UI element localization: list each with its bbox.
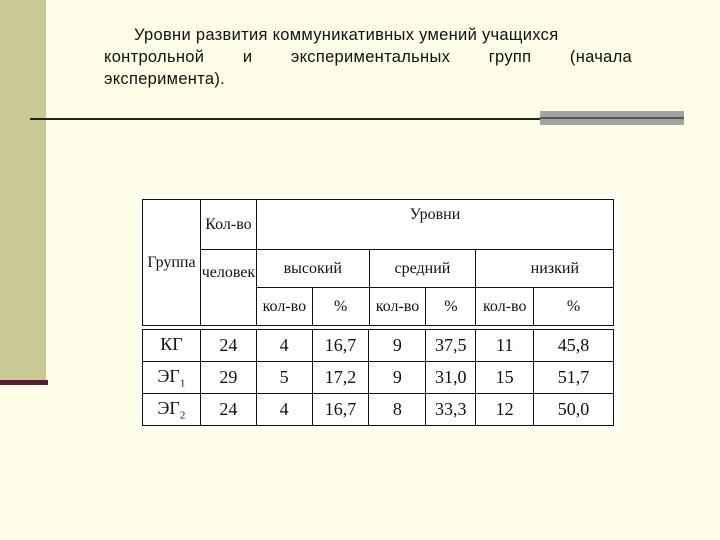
header-high-pct: %	[312, 288, 369, 326]
header-count-bottom: человек	[200, 250, 256, 326]
cell-high-pct: 16,7	[312, 330, 369, 362]
divider-block-line	[540, 117, 684, 119]
cell-low-pct: 45,8	[534, 330, 614, 362]
cell-group: $ЭГ_2$	[143, 394, 201, 426]
cell-high-pct: 17,2	[312, 362, 369, 394]
header-mid-count: кол-во	[369, 288, 426, 326]
title-line-3: эксперимента).	[104, 70, 226, 88]
table-header	[142, 199, 614, 326]
header-medium: средний	[369, 250, 476, 288]
table-row	[143, 362, 614, 394]
cell-high-count: 5	[256, 362, 312, 394]
header-mid-pct: %	[426, 288, 476, 326]
cell-high-count: 4	[256, 330, 312, 362]
cell-low-pct: 51,7	[534, 362, 614, 394]
cell-mid-count: 9	[369, 362, 426, 394]
cell-low-count: 15	[476, 362, 534, 394]
table-row	[143, 330, 614, 362]
cell-mid-count: 8	[369, 394, 426, 426]
title-line-2: контрольной и экспериментальных групп (начала	[104, 48, 632, 66]
cell-people: 24	[200, 330, 256, 362]
header-high-count: кол-во	[256, 288, 312, 326]
header-levels: Уровни	[256, 200, 613, 250]
header-count-top: Кол-во	[200, 200, 256, 250]
cell-low-count: 11	[476, 330, 534, 362]
left-accent-line	[0, 380, 48, 385]
cell-mid-pct: 33,3	[426, 394, 476, 426]
cell-low-pct: 50,0	[534, 394, 614, 426]
cell-mid-pct: 31,0	[426, 362, 476, 394]
cell-low-count: 12	[476, 394, 534, 426]
table-body	[142, 329, 614, 426]
cell-high-count: 4	[256, 394, 312, 426]
header-high: высокий	[256, 250, 369, 288]
title-line-1: Уровни развития коммуникативных умений учащихся	[134, 26, 559, 44]
cell-group: КГ	[143, 330, 201, 362]
header-low: низкий	[476, 250, 614, 288]
cell-high-pct: 16,7	[312, 394, 369, 426]
cell-mid-count: 9	[369, 330, 426, 362]
cell-people: 24	[200, 394, 256, 426]
cell-people: 29	[200, 362, 256, 394]
header-group: Группа	[143, 200, 201, 326]
header-low-count: кол-во	[476, 288, 534, 326]
slide-title	[104, 24, 632, 90]
divider-line	[30, 118, 540, 120]
header-low-pct: %	[534, 288, 614, 326]
cell-mid-pct: 37,5	[426, 330, 476, 362]
left-accent-bar	[0, 0, 46, 382]
cell-group: $ЭГ_1$	[143, 362, 201, 394]
table-row	[143, 394, 614, 426]
